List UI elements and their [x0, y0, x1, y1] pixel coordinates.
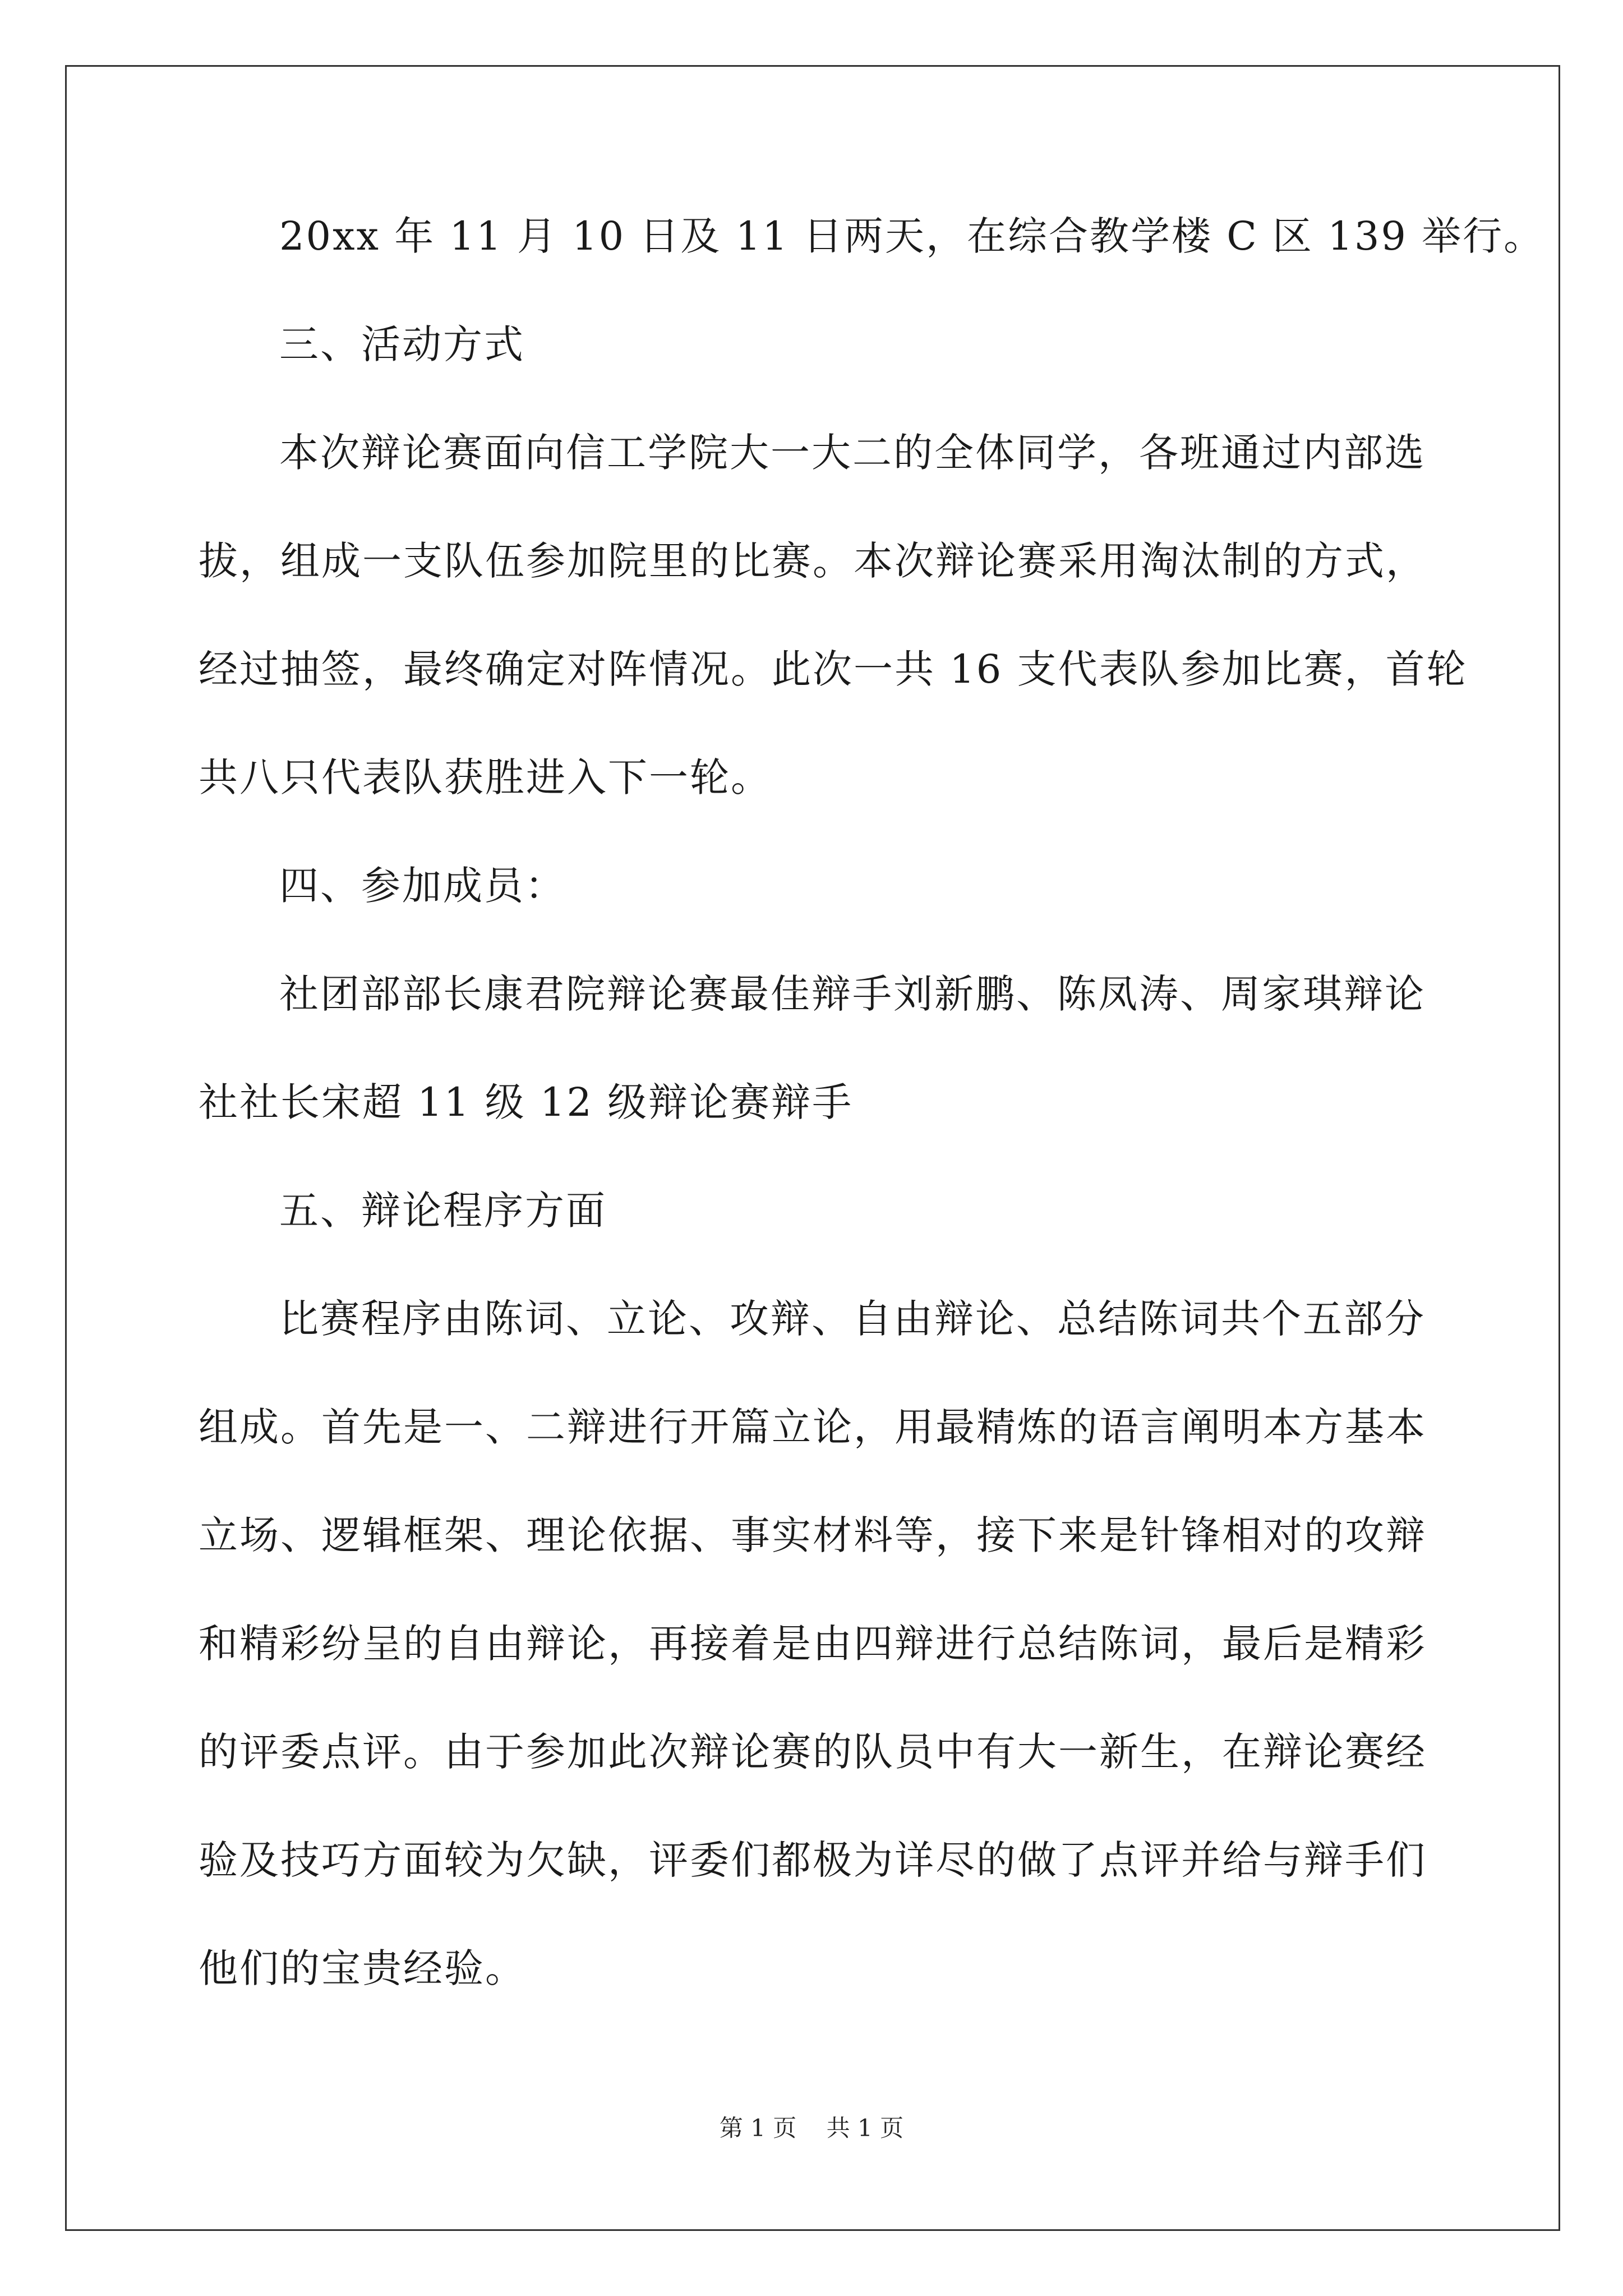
section-heading: 三、活动方式 [279, 321, 525, 367]
text-line: 社团部部长康君院辩论赛最佳辩手刘新鹏、陈凤涛、周家琪辩论 [279, 971, 1426, 1017]
page-number-total: 共 1 页 [826, 2114, 904, 2142]
page-footer [0, 2116, 1623, 2140]
text-line: 组成。首先是一、二辩进行开篇立论，用最精炼的语言阐明本方基本 [199, 1404, 1427, 1450]
text-line: 本次辩论赛面向信工学院大一大二的全体同学，各班通过内部选 [279, 430, 1426, 476]
text-line: 经过抽签，最终确定对阵情况。此次一共 16 支代表队参加比赛，首轮 [199, 646, 1468, 692]
section-heading: 五、辩论程序方面 [279, 1188, 607, 1234]
text-line: 20xx 年 11 月 10 日及 11 日两天，在综合教学楼 C 区 139 举行。 [279, 213, 1545, 259]
text-line: 和精彩纷呈的自由辩论，再接着是由四辩进行总结陈词，最后是精彩 [199, 1621, 1427, 1667]
text-line: 验及技巧方面较为欠缺，评委们都极为详尽的做了点评并给与辩手们 [199, 1837, 1427, 1883]
text-line: 共八只代表队获胜进入下一轮。 [199, 754, 772, 800]
text-line: 社社长宋超 11 级 12 级辩论赛辩手 [199, 1079, 854, 1125]
text-line: 拔，组成一支队伍参加院里的比赛。本次辩论赛采用淘汰制的方式， [199, 538, 1427, 584]
page-number-current: 第 1 页 [719, 2114, 797, 2142]
section-heading: 四、参加成员： [279, 863, 566, 909]
text-line: 他们的宝贵经验。 [199, 1945, 526, 1991]
text-line: 的评委点评。由于参加此次辩论赛的队员中有大一新生，在辩论赛经 [199, 1729, 1427, 1775]
text-line: 立场、逻辑框架、理论依据、事实材料等，接下来是针锋相对的攻辩 [199, 1512, 1427, 1558]
text-line: 比赛程序由陈词、立论、攻辩、自由辩论、总结陈词共个五部分 [279, 1296, 1426, 1342]
document-body [199, 213, 1545, 2057]
